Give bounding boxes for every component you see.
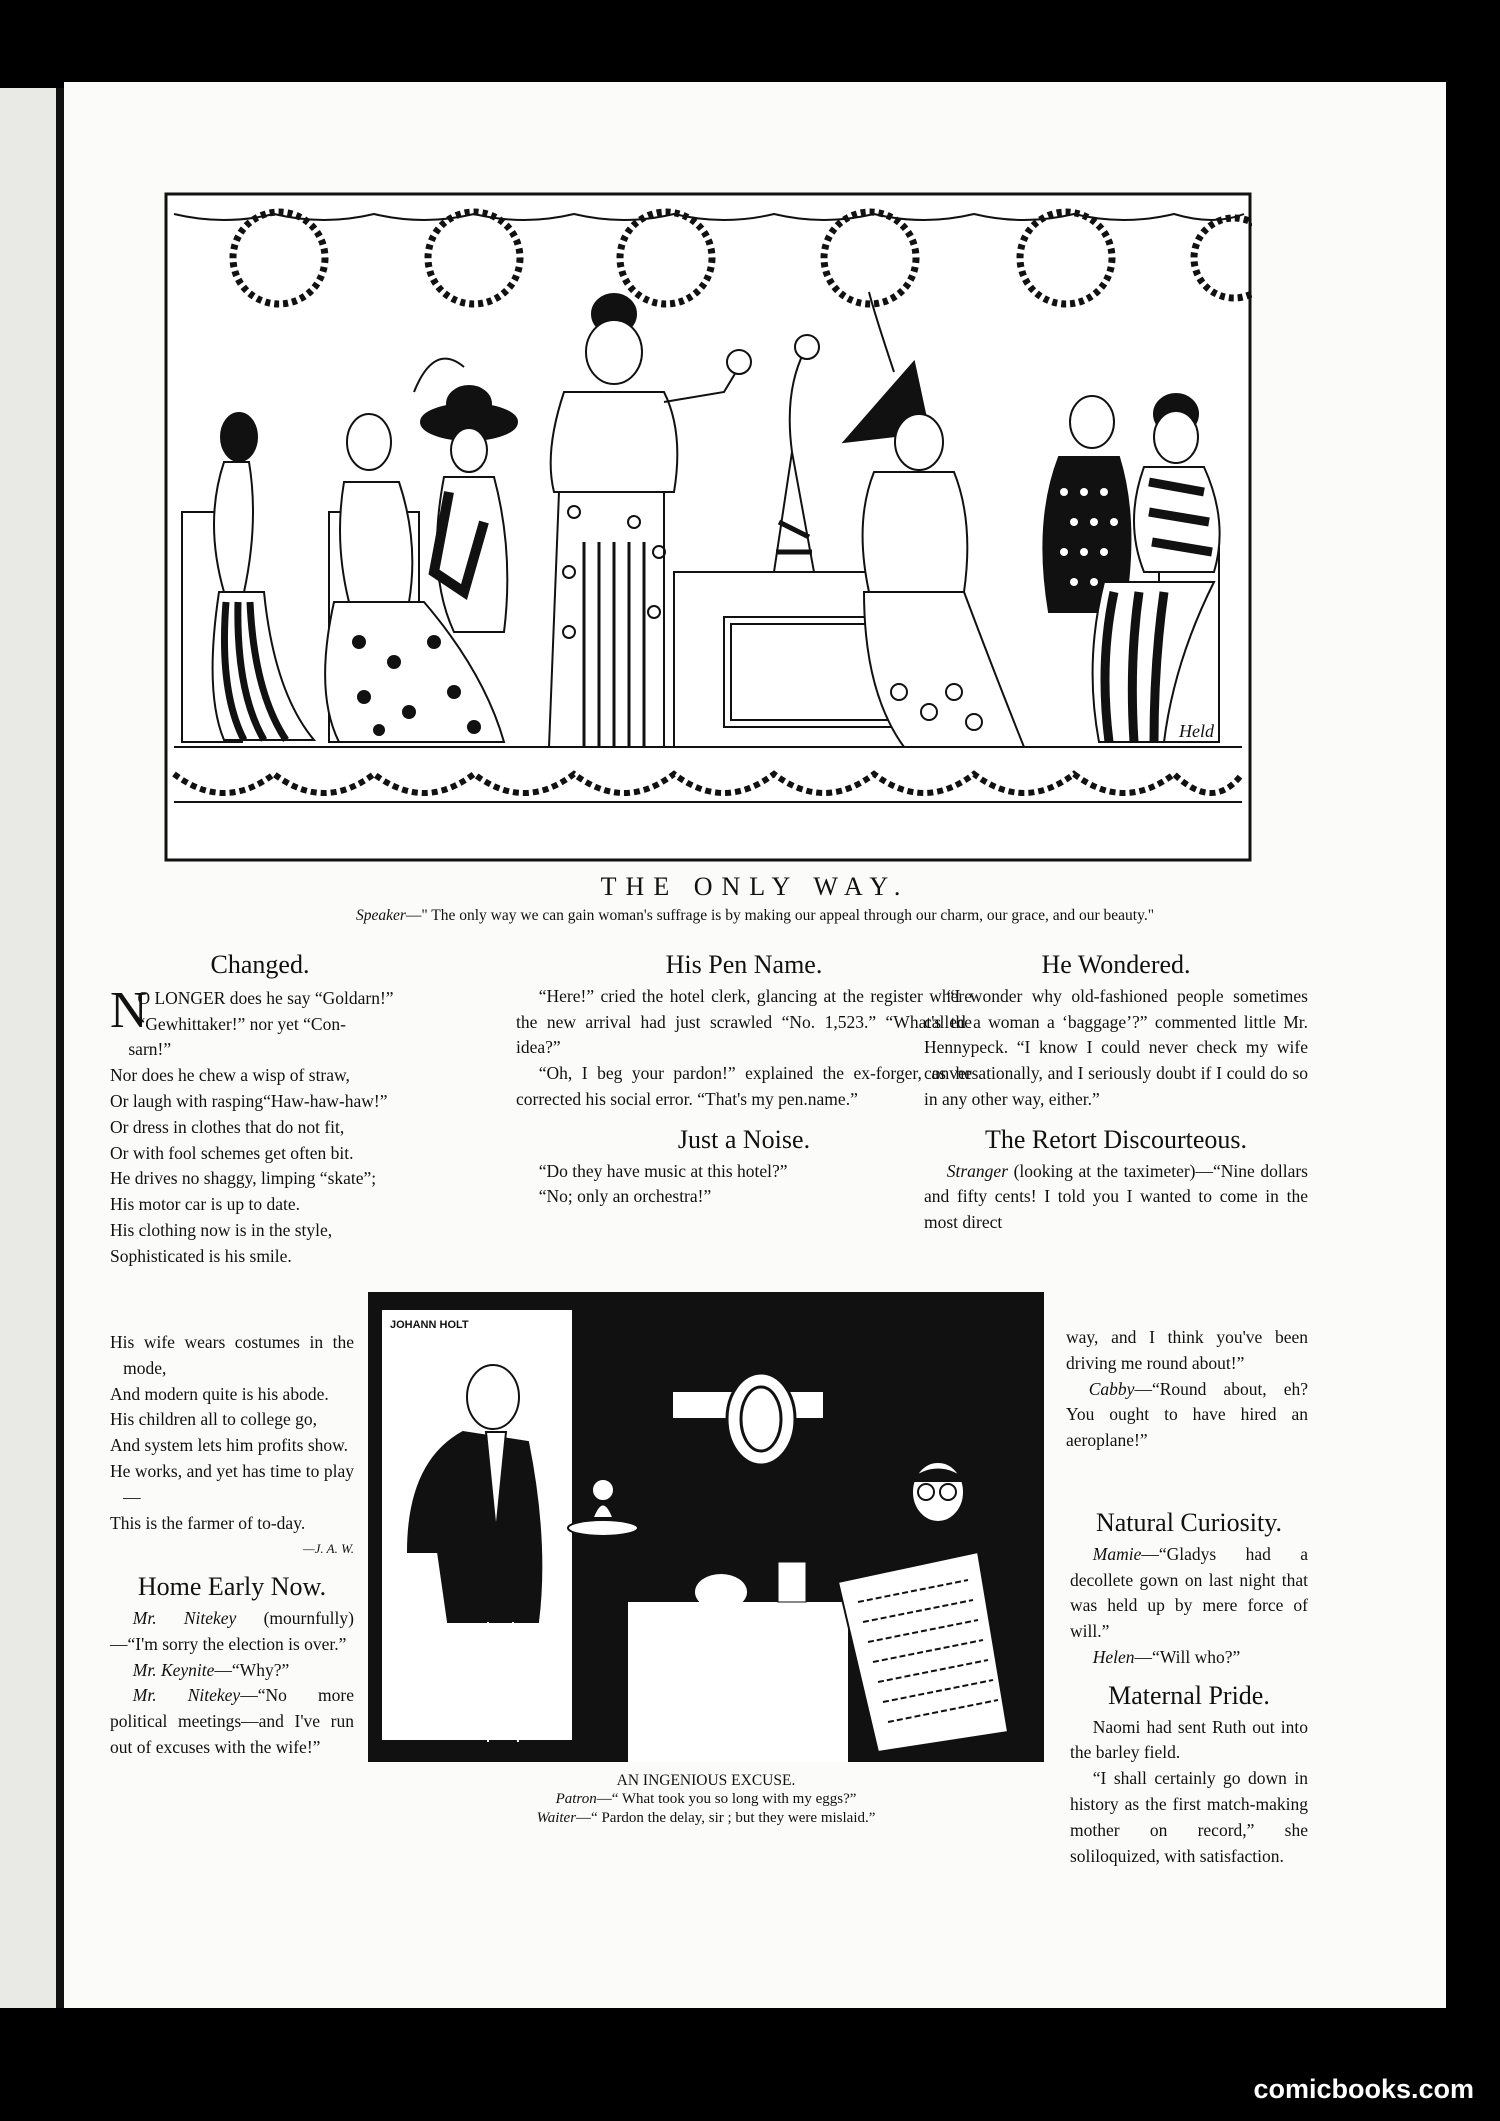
speaker-name: Waiter bbox=[536, 1810, 577, 1826]
maternal-pride-paragraph: “I shall certainly go down in history as the first match-making mother on record,” she soliloquized, with satisfaction. bbox=[1070, 1768, 1308, 1866]
his-pen-name-title: His Pen Name. bbox=[665, 950, 823, 979]
speaker-name: Patron bbox=[555, 1791, 597, 1807]
caption-title: AN INGENIOUS EXCUSE. bbox=[616, 1772, 796, 1789]
poem-line: He drives no shaggy, limping “skate”; bbox=[110, 1168, 377, 1189]
right-column-narrow bbox=[1066, 1325, 1308, 1454]
he-wondered-title: He Wondered. bbox=[1041, 950, 1191, 979]
cartoon-caption bbox=[124, 907, 1386, 925]
poem-line: His wife wears costumes in the mode, bbox=[110, 1332, 354, 1378]
facing-page-edge bbox=[0, 88, 58, 2008]
ingenious-excuse-cartoon bbox=[368, 1292, 1044, 1762]
dialogue-text: (looking at the taximeter)—“Nine dollars and fifty cents! I told you I wanted to come in the most direct bbox=[924, 1160, 1308, 1233]
book-spine bbox=[56, 88, 64, 2008]
cartoon-caption-block bbox=[368, 1772, 1044, 1828]
home-early-paragraph bbox=[110, 1658, 354, 1684]
poem-line: His children all to college go, bbox=[110, 1409, 318, 1430]
retort-paragraph-continued: way, and I think you've been driving me round about!” bbox=[1066, 1327, 1308, 1373]
retort-discourteous-title: The Retort Discourteous. bbox=[984, 1124, 1248, 1154]
dialogue-text: —“No more political meetings—and I've run out of excuses with the wife!” bbox=[110, 1685, 354, 1757]
changed-signature: —J. A. W. bbox=[303, 1541, 354, 1557]
dialogue-text: —“ Pardon the delay, sir ; but they were mislaid.” bbox=[576, 1810, 876, 1826]
speaker-name: Cabby bbox=[1088, 1378, 1135, 1399]
helen-paragraph bbox=[1070, 1645, 1308, 1671]
johann-holt-signature: JOHANN HOLT bbox=[390, 1319, 469, 1331]
site-watermark: comicbooks.com bbox=[1253, 2074, 1474, 2104]
speaker-name: Mr. Keynite bbox=[132, 1659, 215, 1680]
cartoon-title: THE ONLY WAY. bbox=[600, 872, 910, 901]
dialogue-text: —“Why?” bbox=[214, 1659, 290, 1680]
maternal-pride-paragraph: Naomi had sent Ruth out into the barley field. bbox=[1070, 1716, 1308, 1763]
poem-line: This is the farmer of to-day. bbox=[110, 1512, 306, 1533]
held-signature: Held bbox=[1179, 721, 1214, 741]
right-column bbox=[924, 952, 1308, 1236]
dialogue-text: —“Round about, eh? You ought to have hired an aeroplane!” bbox=[1066, 1378, 1308, 1451]
poem-line: Or with fool schemes get often bit. bbox=[110, 1142, 354, 1163]
noise-paragraph: “Do they have music at this hotel?” bbox=[538, 1160, 788, 1181]
poem-line: Sophisticated is his smile. bbox=[110, 1245, 292, 1266]
poem-line: Or laugh with rasping“Haw-haw-haw!” bbox=[110, 1090, 388, 1111]
speaker-name: Helen bbox=[1092, 1646, 1135, 1667]
poem-line: His motor car is up to date. bbox=[110, 1194, 301, 1215]
mamie-paragraph bbox=[1070, 1542, 1308, 1645]
poem-line: Or dress in clothes that do not fit, bbox=[110, 1116, 345, 1137]
home-early-paragraph bbox=[110, 1606, 354, 1658]
maternal-pride-title: Maternal Pride. bbox=[1108, 1680, 1270, 1710]
dialogue-text: (mournfully) —“I'm sorry the election is over.” bbox=[110, 1607, 354, 1654]
speaker-label: Speaker bbox=[355, 907, 406, 924]
poem-line: His clothing now is in the style, bbox=[110, 1219, 333, 1240]
speaker-name: Stranger bbox=[946, 1160, 1008, 1181]
pen-name-paragraph: “Here!” cried the hotel clerk, glancing at the register where the new arrival had just scrawled “No. 1,523.” “What's the idea?” bbox=[516, 985, 972, 1058]
dialogue-text: —“Will who?” bbox=[1134, 1646, 1241, 1667]
speaker-name: Mamie bbox=[1092, 1543, 1142, 1564]
changed-drop-cap: N bbox=[110, 981, 148, 1039]
poem-line: Nor does he chew a wisp of straw, bbox=[110, 1065, 350, 1086]
poem-line: And system lets him profits show. bbox=[110, 1435, 349, 1456]
home-early-now-title: Home Early Now. bbox=[137, 1572, 327, 1602]
speaker-name: Mr. Nitekey bbox=[132, 1685, 241, 1706]
home-early-paragraph bbox=[110, 1683, 354, 1760]
noise-paragraph: “No; only an orchestra!” bbox=[538, 1186, 712, 1207]
right-column-lower bbox=[1070, 1510, 1308, 1869]
just-a-noise-title: Just a Noise. bbox=[677, 1124, 811, 1154]
retort-paragraph bbox=[924, 1159, 1308, 1236]
speaker-name: Mr. Nitekey bbox=[132, 1607, 237, 1628]
natural-curiosity-title: Natural Curiosity. bbox=[1095, 1508, 1283, 1537]
poem-line: O LONGER does he say “Goldarn!” bbox=[137, 987, 394, 1008]
waiter-line bbox=[368, 1809, 1044, 1828]
patron-line bbox=[368, 1790, 1044, 1809]
poem-line: “Gewhittaker!” nor yet “Con- bbox=[137, 1013, 346, 1034]
pen-name-paragraph: “Oh, I beg your pardon!” explained the ex-forger, as he corrected his social error. “That's my pen.name.” bbox=[516, 1063, 972, 1109]
dialogue-text: —“Gladys had a decollete gown on last night that was held up by mere force of will.” bbox=[1070, 1543, 1308, 1642]
changed-article-continued bbox=[110, 1330, 354, 1761]
magazine-page bbox=[64, 82, 1446, 2008]
changed-article bbox=[110, 952, 410, 1270]
cabby-paragraph bbox=[1066, 1377, 1308, 1454]
poem-line: sarn!” bbox=[128, 1039, 172, 1060]
speaker-quote: —" The only way we can gain woman's suffrage is by making our appeal through our charm, our grace, and our beauty." bbox=[405, 907, 1155, 924]
poem-line: He works, and yet has time to play— bbox=[110, 1460, 354, 1507]
changed-title: Changed. bbox=[210, 950, 310, 979]
dialogue-text: —“ What took you so long with my eggs?” bbox=[596, 1791, 857, 1807]
the-only-way-illustration bbox=[164, 192, 1252, 862]
he-wondered-paragraph: “I wonder why old-fashioned people sometimes called a woman a ‘baggage’?” commented little Mr. Hennypeck. “I know I could never check my wife conversationally, and I seriously doubt if I could do so in any other way, either.” bbox=[924, 985, 1308, 1109]
poem-line: And modern quite is his abode. bbox=[110, 1383, 329, 1404]
middle-column bbox=[516, 952, 972, 1210]
